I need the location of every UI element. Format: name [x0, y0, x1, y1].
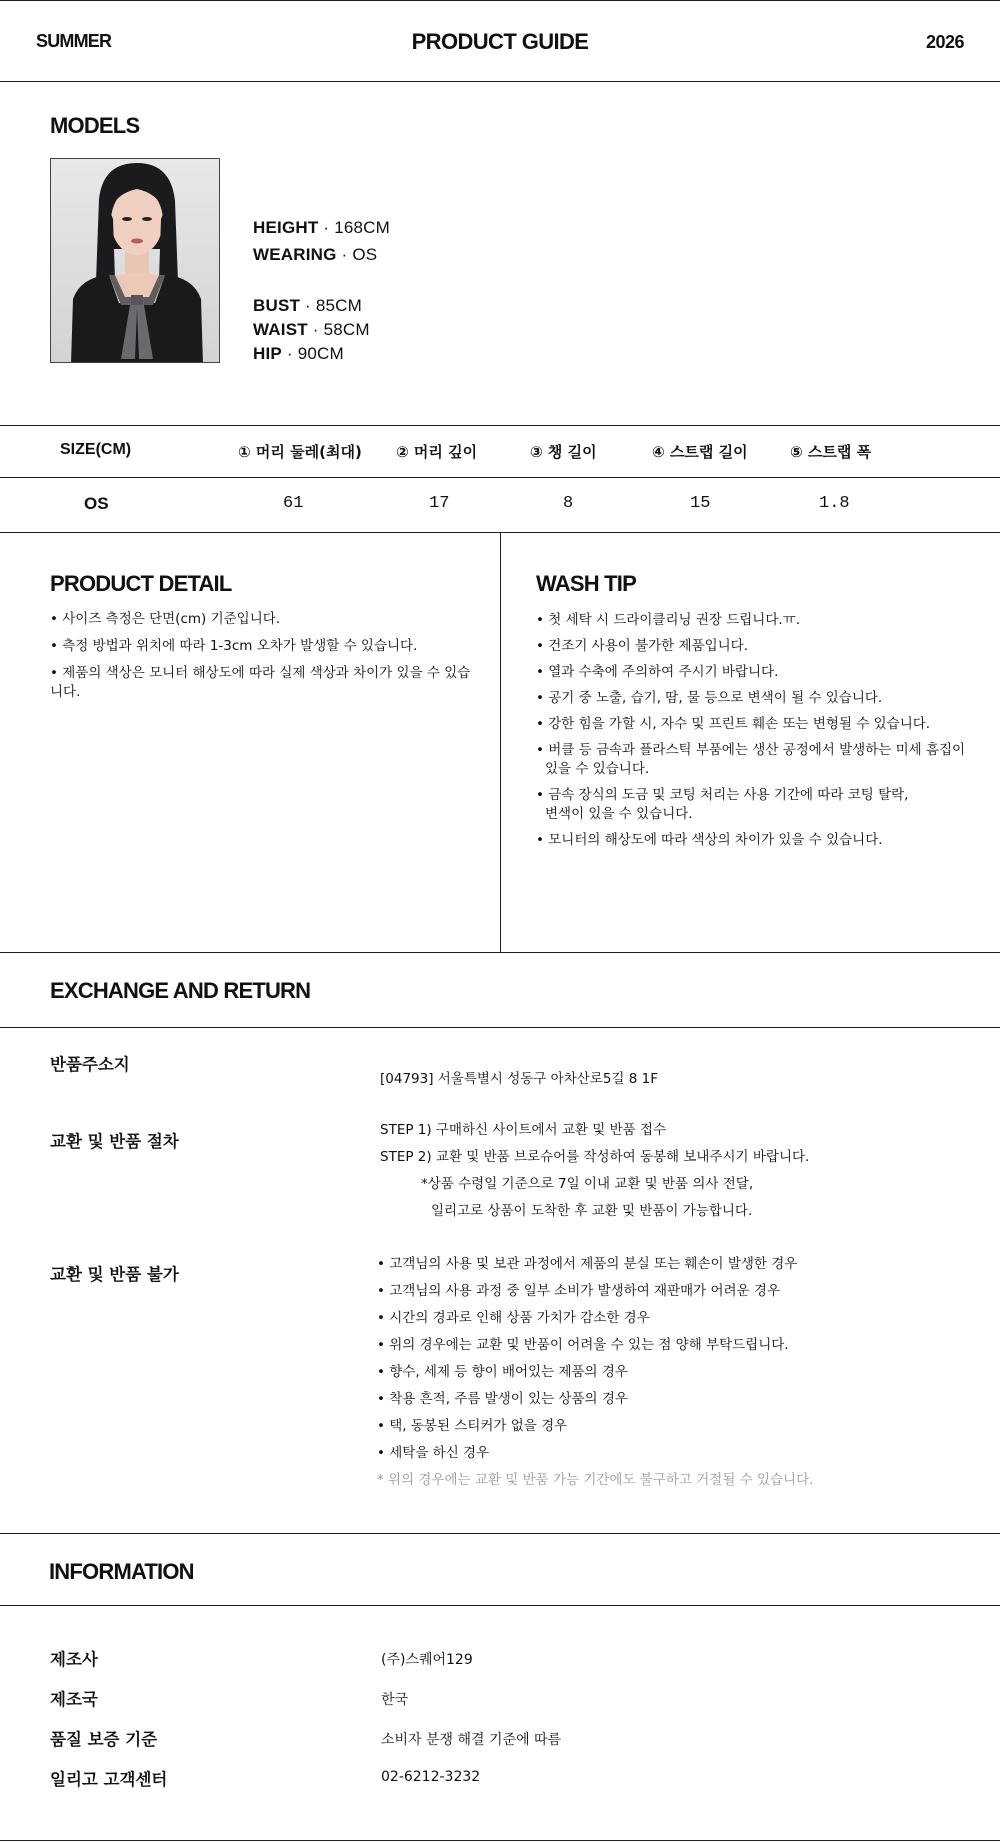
model-height — [253, 218, 390, 238]
stat-separator: · — [312, 320, 319, 339]
exchange-bottom-rule — [0, 1533, 1000, 1534]
size-cell-brim-length: 8 — [563, 494, 574, 513]
stat-label-waist: WAIST — [253, 320, 308, 339]
page-title: PRODUCT GUIDE — [411, 29, 589, 54]
return-address-label: 반품주소지 — [50, 1055, 130, 1074]
size-cell-head-depth: 17 — [429, 494, 450, 513]
warranty-label: 품질 보증 기준 — [50, 1730, 158, 1749]
top-rule — [0, 0, 1000, 1]
warranty-value: 소비자 분쟁 해결 기준에 따름 — [381, 1732, 562, 1748]
wash-tip-title: WASH TIP — [536, 571, 636, 596]
header-divider — [0, 81, 1000, 82]
stat-label-bust: BUST — [253, 296, 301, 315]
size-header-strap-length: ④ 스트랩 길이 — [652, 443, 748, 461]
detail-column-divider — [500, 532, 501, 953]
stat-separator: · — [305, 296, 311, 315]
size-cell-os: OS — [84, 494, 109, 513]
list-item: • 위의 경우에는 교환 및 반품이 어려울 수 있는 점 양해 부탁드립니다. — [377, 1333, 789, 1353]
list-item — [536, 741, 986, 779]
size-cell-head-circ: 61 — [283, 494, 304, 513]
list-item: • 고객님의 사용 과정 중 일부 소비가 발생하여 재판매가 어려운 경우 — [377, 1279, 780, 1299]
size-table-mid-rule — [0, 477, 1000, 478]
list-item: • 시간의 경과로 인해 상품 가치가 감소한 경우 — [377, 1306, 650, 1326]
stat-label-height: HEIGHT — [253, 218, 319, 237]
return-address-value: [04793] 서울특별시 성동구 아차산로5길 8 1F — [380, 1071, 659, 1087]
size-header-head-circ: ① 머리 둘레(최대) — [238, 443, 362, 461]
detail-bottom-rule — [0, 952, 1000, 953]
product-detail-list — [50, 610, 480, 702]
procedure-step-2: STEP 2) 교환 및 반품 브로슈어를 작성하여 동봉해 보내주시기 바랍니다. — [380, 1149, 810, 1165]
non-returnable-note: * 위의 경우에는 교환 및 반품 가능 기간에도 불구하고 거절될 수 있습니다. — [377, 1472, 814, 1488]
size-header-size: SIZE(CM) — [60, 441, 132, 458]
model-photo-image — [51, 159, 220, 363]
list-item: • 모니터의 해상도에 따라 색상의 차이가 있을 수 있습니다. — [536, 831, 986, 850]
stat-value-height: 168CM — [334, 218, 390, 237]
procedure-note-2: 일리고로 상품이 도착한 후 교환 및 반품이 가능합니다. — [431, 1203, 753, 1219]
exchange-divider — [0, 1027, 1000, 1028]
stat-value-hip: 90CM — [297, 344, 344, 363]
origin-value: 한국 — [381, 1692, 409, 1708]
product-detail-title: PRODUCT DETAIL — [50, 571, 232, 596]
list-item: • 착용 흔적, 주름 발생이 있는 상품의 경우 — [377, 1387, 628, 1407]
model-hip — [253, 344, 344, 364]
stat-value-bust: 85CM — [315, 296, 362, 315]
stat-value-wearing: OS — [352, 245, 378, 264]
list-item: • 향수, 세제 등 향이 배어있는 제품의 경우 — [377, 1360, 628, 1380]
manufacturer-label: 제조사 — [50, 1650, 98, 1669]
model-photo — [50, 158, 220, 363]
list-item: • 건조기 사용이 불가한 제품입니다. — [536, 637, 986, 656]
model-waist — [253, 320, 370, 340]
manufacturer-value: (주)스퀘어129 — [381, 1652, 473, 1668]
size-header-strap-width: ⑤ 스트랩 폭 — [790, 443, 872, 461]
information-title: INFORMATION — [49, 1559, 194, 1584]
year-label: 2026 — [925, 32, 964, 52]
list-item — [536, 786, 986, 824]
customer-center-label: 일리고 고객센터 — [50, 1770, 168, 1789]
list-item: • 측정 방법과 위치에 따라 1-3cm 오차가 발생할 수 있습니다. — [50, 637, 480, 656]
list-item: • 택, 동봉된 스티커가 없을 경우 — [377, 1414, 567, 1434]
stat-separator: · — [286, 344, 293, 363]
list-item: • 공기 중 노출, 습기, 땀, 물 등으로 변색이 될 수 있습니다. — [536, 689, 986, 708]
list-item-line: 변색이 있을 수 있습니다. — [545, 806, 693, 822]
size-table-top-rule — [0, 425, 1000, 426]
stat-value-waist: 58CM — [323, 320, 370, 339]
stat-separator: · — [323, 218, 330, 237]
season-label: SUMMER — [36, 31, 112, 51]
list-item: • 첫 세탁 시 드라이클리닝 권장 드립니다.ㅠ. — [536, 611, 986, 630]
list-item-line: • 버클 등 금속과 플라스틱 부품에는 생산 공정에서 발생하는 미세 흠집이 — [536, 741, 986, 760]
procedure-step-1: STEP 1) 구매하신 사이트에서 교환 및 반품 접수 — [380, 1122, 667, 1138]
list-item: • 사이즈 측정은 단면(cm) 기준입니다. — [50, 610, 480, 629]
models-title: MODELS — [50, 113, 140, 138]
exchange-title: EXCHANGE AND RETURN — [50, 978, 311, 1003]
list-item: • 제품의 색상은 모니터 해상도에 따라 실제 색상과 차이가 있을 수 있습니다. — [50, 664, 480, 702]
stat-label-wearing: WEARING — [253, 245, 337, 264]
size-cell-strap-width: 1.8 — [819, 494, 850, 513]
model-bust — [253, 296, 362, 316]
origin-label: 제조국 — [50, 1690, 98, 1709]
procedure-label: 교환 및 반품 절차 — [50, 1132, 179, 1151]
procedure-note-1: *상품 수령일 기준으로 7일 이내 교환 및 반품 의사 전달, — [421, 1176, 754, 1192]
list-item-line: • 금속 장식의 도금 및 코팅 처리는 사용 기간에 따라 코팅 탈락, — [536, 786, 986, 805]
customer-center-phone: 02-6212-3232 — [381, 1769, 481, 1785]
information-divider — [0, 1605, 1000, 1606]
model-wearing — [253, 245, 377, 265]
size-header-brim-length: ③ 챙 길이 — [530, 443, 597, 461]
stat-label-hip: HIP — [253, 344, 282, 363]
list-item: • 강한 힘을 가할 시, 자수 및 프린트 훼손 또는 변형될 수 있습니다. — [536, 715, 986, 734]
stat-separator: · — [341, 245, 348, 264]
list-item: • 세탁을 하신 경우 — [377, 1441, 489, 1461]
wash-tip-list — [536, 611, 986, 850]
size-cell-strap-length: 15 — [690, 494, 711, 513]
bottom-rule — [0, 1840, 1000, 1841]
size-header-head-depth: ② 머리 깊이 — [396, 443, 478, 461]
list-item-line: 있을 수 있습니다. — [545, 761, 650, 777]
non-returnable-label: 교환 및 반품 불가 — [50, 1265, 179, 1284]
list-item: • 열과 수축에 주의하여 주시기 바랍니다. — [536, 663, 986, 682]
list-item: • 고객님의 사용 및 보관 과정에서 제품의 분실 또는 훼손이 발생한 경우 — [377, 1252, 797, 1272]
